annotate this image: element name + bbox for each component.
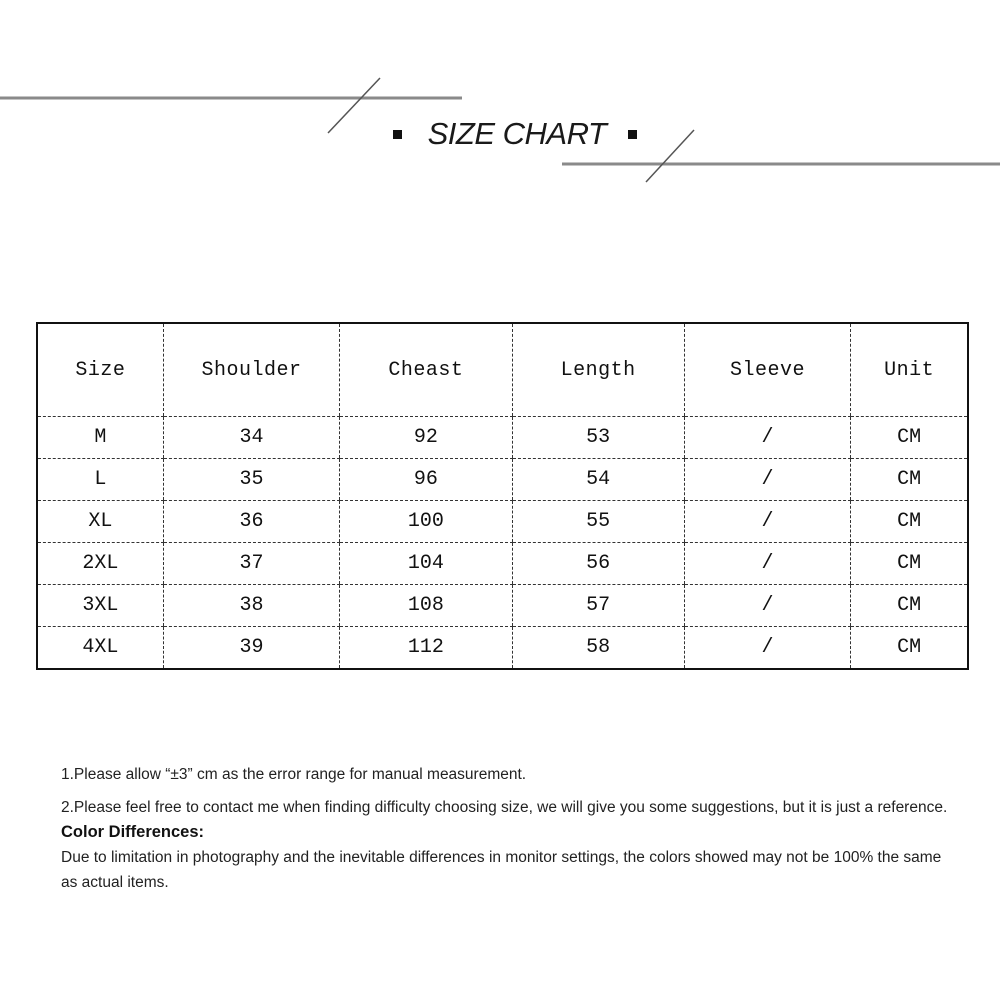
table-cell: / bbox=[684, 543, 850, 585]
table-cell: CM bbox=[851, 585, 968, 627]
note-contact: 2.Please feel free to contact me when finding difficulty choosing size, we will give you some suggestions, but it is just a reference. bbox=[61, 799, 948, 816]
column-header: Shoulder bbox=[163, 323, 339, 417]
table-cell: 34 bbox=[163, 417, 339, 459]
table-cell: CM bbox=[851, 501, 968, 543]
table-cell: M bbox=[37, 417, 163, 459]
table-row bbox=[37, 627, 968, 670]
column-header: Unit bbox=[851, 323, 968, 417]
table-cell: L bbox=[37, 459, 163, 501]
table-cell: 2XL bbox=[37, 543, 163, 585]
table-cell: 108 bbox=[340, 585, 512, 627]
color-differences-text: Due to limitation in photography and the inevitable differences in monitor settings, the colors showed may not be 100% the same as actual items. bbox=[61, 849, 942, 891]
table-cell: 56 bbox=[512, 543, 684, 585]
table-cell: 37 bbox=[163, 543, 339, 585]
table-cell: / bbox=[684, 501, 850, 543]
table-cell: 104 bbox=[340, 543, 512, 585]
table-cell: 54 bbox=[512, 459, 684, 501]
size-table bbox=[36, 322, 969, 670]
header-decoration bbox=[0, 0, 1000, 200]
table-cell: 92 bbox=[340, 417, 512, 459]
table-cell: / bbox=[684, 627, 850, 670]
page-title: SIZE CHART bbox=[427, 116, 607, 151]
table-row bbox=[37, 585, 968, 627]
table-row bbox=[37, 417, 968, 459]
table-cell: 112 bbox=[340, 627, 512, 670]
table-row bbox=[37, 543, 968, 585]
table-cell: CM bbox=[851, 459, 968, 501]
column-header: Cheast bbox=[340, 323, 512, 417]
table-cell: 35 bbox=[163, 459, 339, 501]
table-cell: CM bbox=[851, 417, 968, 459]
table-cell: 58 bbox=[512, 627, 684, 670]
table-cell: 100 bbox=[340, 501, 512, 543]
table-header-row bbox=[37, 323, 968, 417]
table-cell: / bbox=[684, 585, 850, 627]
table-cell: 4XL bbox=[82, 636, 119, 659]
table-cell: 36 bbox=[163, 501, 339, 543]
table-cell: / bbox=[684, 417, 850, 459]
column-header: Size bbox=[37, 323, 163, 417]
title-block bbox=[370, 112, 660, 156]
table-row bbox=[37, 501, 968, 543]
square-bullet-icon bbox=[628, 130, 637, 139]
table-cell: CM bbox=[851, 543, 968, 585]
square-bullet-icon bbox=[393, 130, 402, 139]
notes-section bbox=[61, 762, 951, 895]
table-cell: / bbox=[684, 459, 850, 501]
table-cell: 57 bbox=[512, 585, 684, 627]
table-cell: 39 bbox=[163, 627, 339, 670]
table-cell: 38 bbox=[163, 585, 339, 627]
table-row bbox=[37, 459, 968, 501]
column-header: Length bbox=[512, 323, 684, 417]
table-cell: CM bbox=[851, 627, 968, 670]
color-differences-heading: Color Differences: bbox=[61, 823, 205, 841]
column-header: Sleeve bbox=[684, 323, 850, 417]
table-cell: 53 bbox=[512, 417, 684, 459]
note-error-range: 1.Please allow “±3” cm as the error range for manual measurement. bbox=[61, 766, 527, 783]
table-cell: 55 bbox=[512, 501, 684, 543]
table-cell: 3XL bbox=[37, 585, 163, 627]
table-cell: XL bbox=[37, 501, 163, 543]
table-cell: 96 bbox=[340, 459, 512, 501]
